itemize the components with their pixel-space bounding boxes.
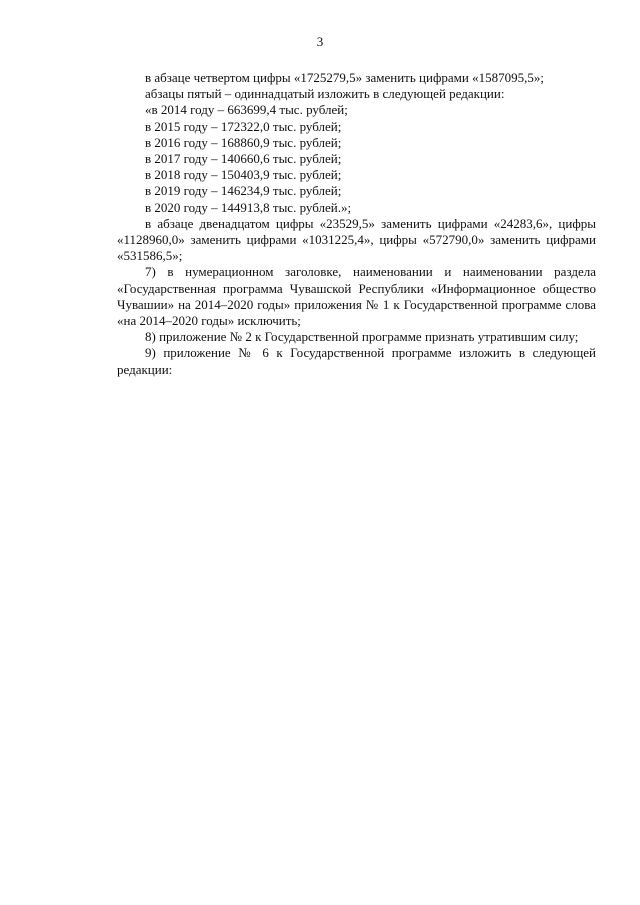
year-line-2017: в 2017 году – 140660,6 тыс. рублей; xyxy=(145,151,342,167)
page-number: 3 xyxy=(316,34,324,49)
document-body xyxy=(117,70,596,378)
year-line-2016: в 2016 году – 168860,9 тыс. рублей; xyxy=(145,134,342,150)
paragraph-item-8: 8) приложение № 2 к Государственной программе признать утратившим силу; xyxy=(145,329,579,345)
year-line-2014: «в 2014 году – 663699,4 тыс. рублей; xyxy=(145,102,348,118)
paragraph-abzac-dvenadcatyj: в абзаце двенадцатом цифры «23529,5» заменить цифрами «24283,6», цифры «1128960,0» заменить цифрами «1031225,4», цифры «572790,0» заменить цифрами «531586,5»; xyxy=(117,215,596,264)
year-line-2019: в 2019 году – 146234,9 тыс. рублей; xyxy=(145,183,342,199)
year-line-2015: в 2015 году – 172322,0 тыс. рублей; xyxy=(145,118,342,134)
year-line-2020: в 2020 году – 144913,8 тыс. рублей.»; xyxy=(145,199,352,215)
paragraph-item-7: 7) в нумерационном заголовке, наименовании и наименовании раздела «Государственная программа Чувашской Республики «Информационное общество Чувашии» на 2014–2020 годы» приложения № 1 к Государственной программе слова «на 2014–2020 годы» исключить; xyxy=(117,264,596,329)
year-line-2018: в 2018 году – 150403,9 тыс. рублей; xyxy=(145,167,342,183)
paragraph-item-9: 9) приложение № 6 к Государственной программе изложить в следующей редакции: xyxy=(117,345,596,377)
paragraph-abzac-chetvertyj: в абзаце четвертом цифры «1725279,5» заменить цифрами «1587095,5»; xyxy=(145,70,544,85)
paragraph-abzacy-pyatyj-odinnadcatyj: абзацы пятый – одиннадцатый изложить в следующей редакции: xyxy=(145,86,505,102)
